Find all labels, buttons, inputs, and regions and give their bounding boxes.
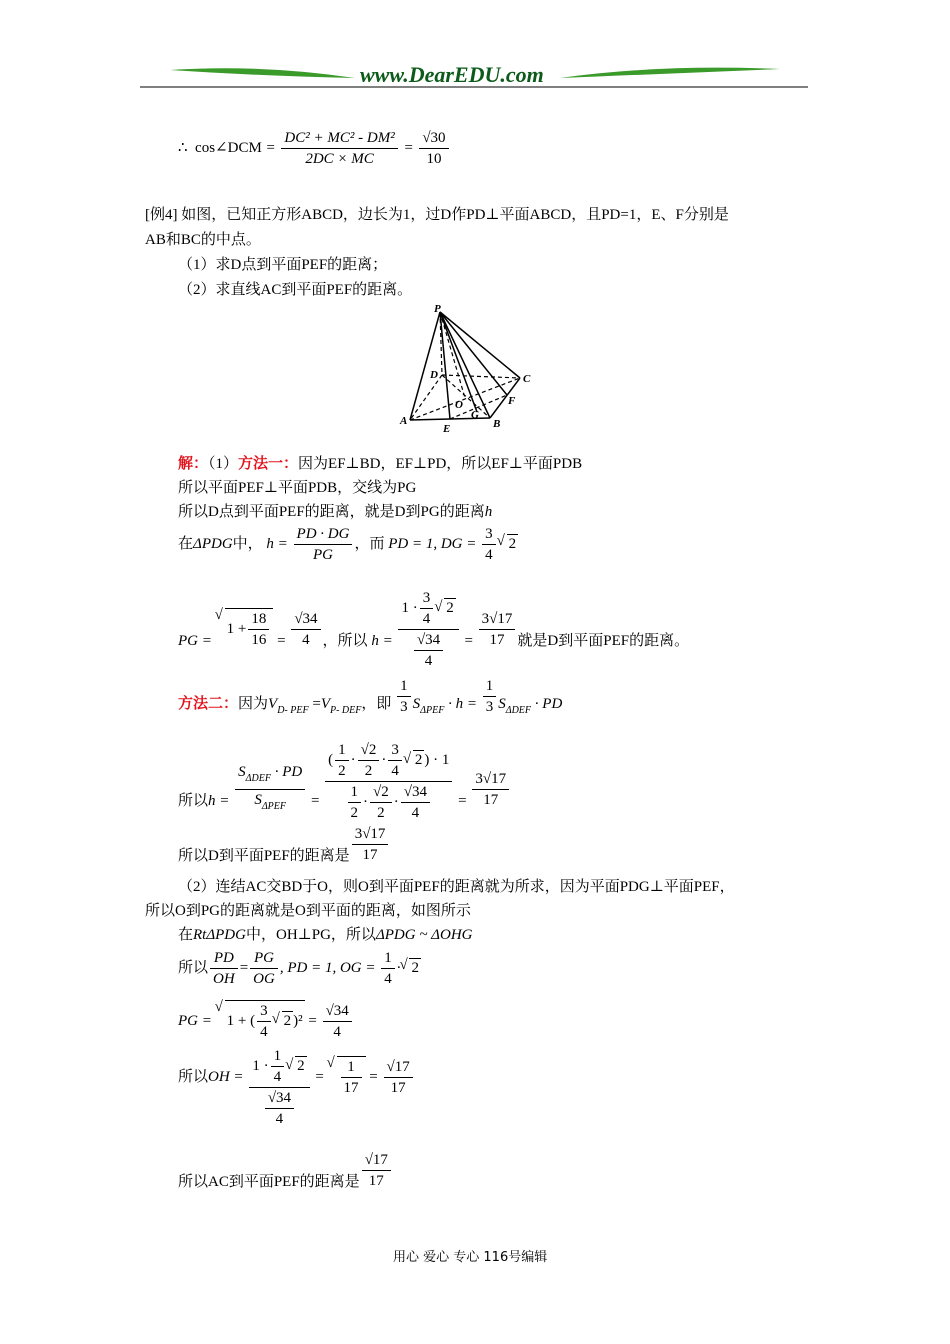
label-a: A (400, 415, 408, 427)
p3-b: 中，OH⊥PG，所以 (245, 927, 376, 943)
solution-line-5: PG = √ 1 + $\frac{18}{16}$ = $\frac{√34}{4}$ ，所以 h = 1 · $\frac{3}{4}$ √ 2 $\frac{√34}{4}$ = $\frac{3√17}{17}$ 就是D到平面PEF的距离。 (178, 580, 689, 663)
m3-t2d: 2 (358, 760, 380, 781)
p6-sn: √ 1 (347, 1059, 355, 1075)
label-o: O (455, 399, 463, 411)
m3-fn-sub: ΔDEF (245, 773, 271, 784)
header-banner (140, 60, 810, 92)
p4-f2n: PG (253, 950, 274, 966)
label-d: D (430, 369, 438, 381)
m3-b1n: 1 (350, 784, 359, 800)
pyramid-figure (395, 300, 545, 440)
problem-line-1: [例4] 如图，已知正方形ABCD，边长为1，过D作PD⊥平面ABCD，且PD=1，E、F分别是 (145, 207, 729, 223)
question-2: （2）求直线AC到平面PEF的距离。 (178, 282, 413, 298)
s4-triangle: ΔPDG (193, 535, 233, 552)
m3-top-end: ) · 1 (424, 751, 450, 768)
m3-fn-pd: · PD (274, 764, 303, 780)
p6-rn: √17 (386, 1059, 410, 1075)
p6-tr: 2 (297, 1057, 305, 1074)
m3-res-den: 17 (472, 789, 509, 810)
solution-line-1 (178, 452, 582, 473)
p4-f3n: 1 (384, 950, 392, 966)
m3-t1n: 1 (338, 742, 346, 758)
cos-result-den: 10 (419, 148, 448, 169)
p3-rt: RtΔPDG (193, 927, 246, 943)
m3-fd: S (254, 792, 262, 808)
label-g: G (471, 409, 479, 421)
s4-f-num: 3 (485, 526, 493, 542)
m2-pd: · PD (534, 695, 563, 712)
p4-f1n: PD (213, 950, 234, 966)
method-2-text: 因为 (238, 695, 269, 712)
problem-line-2: AB和BC的中点。 (145, 232, 261, 248)
p7-num: √17 (364, 1152, 388, 1168)
s5-big-top: 1 · (401, 599, 418, 616)
s4-text-a: 在 (178, 535, 194, 552)
m4-text: 所以D到平面PEF的距离是 (178, 847, 350, 864)
s4-frac-num: PD · DG (296, 526, 350, 542)
m2-v2-sub: P- DEF (329, 704, 362, 716)
p5-pg: PG = (178, 1012, 212, 1029)
m3-fd-sub: ΔPEF (261, 801, 287, 812)
s5-tail: 就是D到平面PEF的距离。 (517, 632, 690, 649)
m3-t3d: 4 (388, 760, 402, 781)
m2-f2n: 1 (485, 678, 494, 694)
cos-fraction-den: 2DC × MC (281, 148, 397, 169)
label-f: F (508, 395, 516, 407)
m2-s1-sub: ΔPEF (420, 704, 445, 716)
p4-f2d: OG (250, 968, 278, 989)
m2-v1-sub: D- PEF (277, 704, 309, 716)
p4-eq: = (239, 959, 249, 976)
equation-cos-dcm: ∴ cos∠DCM = $\frac{\text{DC² + MC² - DM²}}{2DC \times MC}$ = $\frac{√30}{10}$ (178, 128, 451, 169)
p6-sd: 17 (341, 1077, 362, 1098)
s4-frac-den: PG (294, 544, 353, 565)
cos-fraction-num: DC² + MC² - DM² (284, 130, 395, 146)
p5-fn: 3 (260, 1003, 268, 1019)
part-2-conclusion (178, 1150, 393, 1191)
s5-pg: PG = (178, 632, 212, 649)
m2-f1d: 3 (397, 696, 411, 717)
p7-text: 所以AC到平面PEF的距离是 (178, 1173, 360, 1190)
p5-fd: 4 (257, 1021, 271, 1042)
solution-line-4 (178, 524, 518, 565)
part-2-line-4: 所以 $\frac{PD}{OH}$ = $\frac{PG}{OG}$ , PD = 1, OG = $\frac{1}{4}$ ·√ 2 (178, 948, 421, 989)
p6-top: 1 · (252, 1057, 269, 1074)
p6-bd: 4 (265, 1108, 294, 1129)
s4-text-b: 中， (232, 535, 263, 552)
question-1: （1）求D点到平面PEF的距离； (178, 257, 388, 273)
part-2-line-2: 所以O到PG的距离就是O到平面的距离，如图所示 (145, 903, 471, 919)
m2-s1: S (412, 695, 421, 712)
p6-eq: = (315, 1068, 324, 1085)
p5-rd: 4 (323, 1021, 352, 1042)
m2-v2: V (320, 695, 330, 712)
m3-t-rad: 2 (414, 751, 423, 768)
method-2-label: 方法二： (178, 695, 239, 712)
m3-t2n: √2 (360, 742, 377, 758)
solution-line-3 (178, 500, 492, 521)
part-1-number: （1） (208, 456, 239, 472)
m4-den: 17 (352, 844, 389, 865)
m2-ie: ，即 (361, 695, 392, 712)
s5-r-num: √34 (294, 611, 318, 627)
cos-dcm-lhs: cos∠DCM (195, 139, 262, 156)
s5-inner-den: 16 (248, 629, 269, 650)
s4-f-den: 4 (482, 544, 496, 565)
p6-bn: √34 (267, 1090, 292, 1106)
s5-big-bn: √34 (416, 632, 441, 648)
p3-sim: ΔPDG ~ ΔOHG (375, 927, 473, 943)
method-2-line-1 (178, 676, 562, 717)
label-b: B (493, 418, 501, 430)
m2-s2-sub: ΔDEF (505, 704, 532, 716)
s5-inner-num: 18 (251, 611, 267, 627)
p4-rest: , PD = 1, OG = (279, 959, 376, 976)
m3-b3n: √34 (403, 784, 428, 800)
label-p: P (434, 303, 441, 315)
m2-f1n: 1 (400, 678, 408, 694)
label-e: E (443, 423, 451, 435)
therefore-symbol: ∴ (178, 139, 188, 156)
s5-big-tn: 3 (422, 590, 431, 606)
part-2-line-6 (178, 1050, 415, 1133)
part-2-line-5 (178, 1000, 354, 1042)
solution-line-2: 所以平面PEF⊥平面PDB，交线为PG (178, 480, 417, 496)
label-c: C (523, 373, 531, 385)
s5-eq: = (277, 632, 286, 649)
p7-den: 17 (362, 1170, 391, 1191)
s5-r-den: 4 (291, 629, 320, 650)
s5-h: h = (371, 632, 393, 649)
s4-text-c: ，而 (354, 535, 385, 552)
s5-res-num: 3√17 (481, 611, 513, 627)
s5-big-tr: 2 (446, 599, 454, 616)
site-logo-text: www.DearEDU.com (360, 62, 544, 87)
s5-res-den: 17 (479, 629, 516, 650)
m3-so: 所以 (178, 792, 209, 809)
method-1-text: 因为EF⊥BD，EF⊥PD，所以EF⊥平面PDB (298, 456, 583, 472)
p6-eq2: = (369, 1068, 378, 1085)
p6-tn: 1 (273, 1048, 282, 1064)
p4-f1d: OH (210, 968, 238, 989)
symbol-h: h (484, 504, 493, 520)
p5-in: 1 + ( (226, 1012, 256, 1029)
m3-fn: S (238, 764, 246, 780)
p4-f3d: 4 (381, 968, 395, 989)
p5-end: )² (293, 1012, 303, 1029)
cos-result-num: √30 (422, 130, 446, 146)
m2-s2: S (498, 695, 506, 712)
part-2-line-3 (178, 923, 473, 944)
s5-big-td: 4 (420, 608, 434, 629)
m2-h: · h = (448, 695, 477, 712)
part-2-line-1: （2）连结AC交BD于O，则O到平面PEF的距离就为所求，因为平面PDG⊥平面PEF， (178, 879, 735, 895)
p6-td: 4 (271, 1066, 285, 1087)
m3-h: h = (208, 792, 230, 809)
m3-b2n: √2 (373, 784, 389, 800)
m3-b3d: 4 (401, 802, 430, 823)
solution-label: 解： (178, 456, 209, 472)
p4-rad: 2 (411, 959, 419, 976)
m3-top-open: ( (328, 751, 334, 768)
s4-h: h = (266, 535, 288, 552)
p4-so: 所以 (178, 959, 209, 976)
s4-pd-dg: PD = 1, DG = (388, 535, 477, 552)
p6-rd: 17 (384, 1077, 413, 1098)
p6-oh: OH = (208, 1068, 244, 1085)
s5-inner-a: 1 + (226, 620, 247, 637)
p3-a: 在 (178, 927, 194, 943)
m3-res-num: 3√17 (475, 771, 507, 787)
m3-t1d: 2 (335, 760, 349, 781)
m3-b1d: 2 (348, 802, 362, 823)
solution-line-3-text: 所以D点到平面PEF的距离，就是D到PG的距离 (178, 504, 485, 520)
s4-radicand: 2 (508, 535, 517, 552)
s5-big-bd: 4 (414, 650, 443, 671)
method-2-line-2: 所以h = $\frac{S_{\Delta DEF} \cdot PD}{S_{\Delta PEF}}$ = ( $\frac{1}{2}$ · $\frac{√2}{2}$ · $\frac{3}{4}$ √ 2 ) · 1 $\frac{1}{2}$ · $\frac{√2}{2}$ · $\frac{√34}{4}$ = $\frac{3√17}{17}$ (178, 736, 511, 819)
m2-v1: V (268, 695, 278, 712)
page-footer: 用心 爱心 专心 116号编辑 (393, 1250, 548, 1265)
p5-rad: 2 (283, 1012, 292, 1029)
p5-eq: = (308, 1012, 317, 1029)
p5-rn: √34 (325, 1003, 349, 1019)
m3-b2d: 2 (370, 802, 392, 823)
s5-so: ，所以 (322, 632, 368, 649)
method-1-label: 方法一： (238, 456, 299, 472)
m2-f2d: 3 (483, 696, 497, 717)
m2-eq: = (312, 695, 321, 712)
p6-so: 所以 (178, 1068, 209, 1085)
m3-t3n: 3 (391, 742, 399, 758)
method-2-conclusion (178, 824, 390, 865)
m4-num: 3√17 (354, 826, 386, 842)
